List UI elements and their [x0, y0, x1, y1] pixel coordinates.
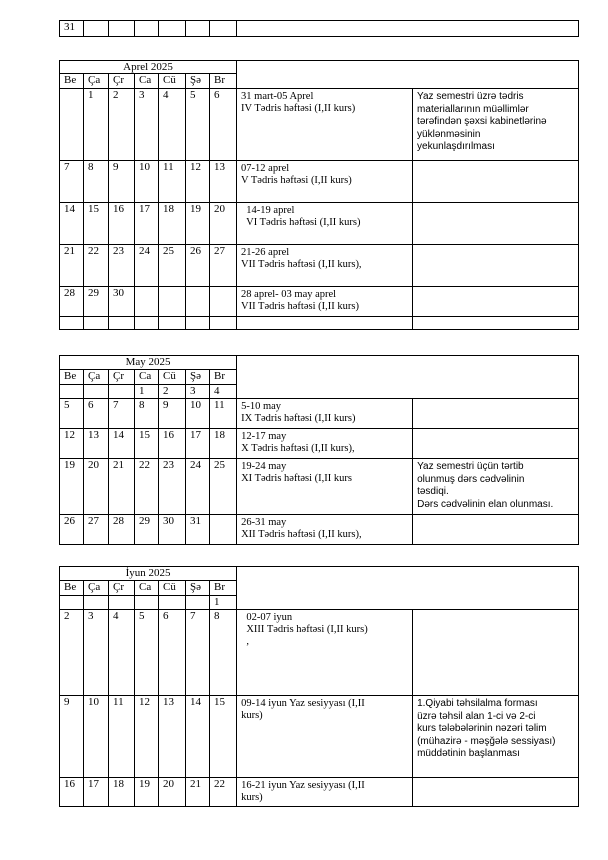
event-cell: 14-19 aprel VI Tədris həftəsi (I,II kurs)	[237, 203, 413, 245]
event-cell: 28 aprel- 03 may aprel VII Tədris həftəsi (I,II kurs)	[237, 287, 413, 317]
weekday-header: Be Ça Çr Ca Cü Şə Br	[60, 370, 579, 385]
week-row: 1 2 3 4 5 6 31 mart-05 Aprel IV Tədris həftəsi (I,II kurs) Yaz semestri üzrə tədris materiallarının müəllimlər tərəfindən şəxsi kabinetlərinə yüklənməsinin yekunlaşdırılması	[60, 89, 579, 161]
month-title: May 2025	[60, 356, 237, 370]
week-row: 5 6 7 8 9 10 11 5-10 may IX Tədris həftəsi (I,II kurs)	[60, 399, 579, 429]
week-row: 9 10 11 12 13 14 15 09-14 iyun Yaz sesiyyası (I,II kurs) 1.Qiyabi təhsilalma forması üzrə təhsil alan 1-ci və 2-ci kurs tələbələrinin nəzəri təlim (mühazirə - məşğələ sessiyası) müddətinin başlanması	[60, 696, 579, 778]
event-cell: 16-21 iyun Yaz sesiyyası (I,II kurs)	[237, 778, 413, 807]
week-row: 21 22 23 24 25 26 27 21-26 aprel VII Tədris həftəsi (I,II kurs),	[60, 245, 579, 287]
week-row: 28 29 30 28 aprel- 03 may aprel VII Tədris həftəsi (I,II kurs)	[60, 287, 579, 317]
week-row: 26 27 28 29 30 31 26-31 may XII Tədris həftəsi (I,II kurs),	[60, 515, 579, 545]
day-cell: 31	[60, 21, 84, 37]
week-row: 14 15 16 17 18 19 20 14-19 aprel VI Tədris həftəsi (I,II kurs)	[60, 203, 579, 245]
event-cell: 5-10 may IX Tədris həftəsi (I,II kurs)	[237, 399, 413, 429]
june-calendar	[59, 566, 579, 807]
month-title: Aprel 2025	[60, 61, 237, 74]
week-row: 19 20 21 22 23 24 25 19-24 may XI Tədris həftəsi (I,II kurs Yaz semestri üçün tərtib olunmuş dərs cədvəlinin təsdiqi. Dərs cədvəlinin elan olunması.	[60, 459, 579, 515]
event-cell: 19-24 may XI Tədris həftəsi (I,II kurs	[237, 459, 413, 515]
week-row: 1 2 3 4	[60, 385, 579, 399]
week-row: 2 3 4 5 6 7 8 02-07 iyun XIII Tədris həftəsi (I,II kurs) ,	[60, 610, 579, 696]
week-row: 16 17 18 19 20 21 22 16-21 iyun Yaz sesiyyası (I,II kurs)	[60, 778, 579, 807]
note-cell: Yaz semestri üzrə tədris materiallarının müəllimlər tərəfindən şəxsi kabinetlərinə yüklənməsinin yekunlaşdırılması	[413, 89, 579, 161]
event-cell: 21-26 aprel VII Tədris həftəsi (I,II kurs),	[237, 245, 413, 287]
event-cell: 26-31 may XII Tədris həftəsi (I,II kurs),	[237, 515, 413, 545]
march-tail-table	[59, 20, 579, 37]
week-row: 7 8 9 10 11 12 13 07-12 aprel V Tədris həftəsi (I,II kurs)	[60, 161, 579, 203]
note-cell: 1.Qiyabi təhsilalma forması üzrə təhsil alan 1-ci və 2-ci kurs tələbələrinin nəzəri təlim (mühazirə - məşğələ sessiyası) müddətinin başlanması	[413, 696, 579, 778]
week-row: 1	[60, 596, 579, 610]
event-cell: 31 mart-05 Aprel IV Tədris həftəsi (I,II kurs)	[237, 89, 413, 161]
note-cell: Yaz semestri üçün tərtib olunmuş dərs cədvəlinin təsdiqi. Dərs cədvəlinin elan olunması.	[413, 459, 579, 515]
weekday-header: Be Ça Çr Ca Cü Şə Br	[60, 74, 579, 89]
event-cell: 02-07 iyun XIII Tədris həftəsi (I,II kurs) ,	[237, 610, 413, 696]
weekday-header: Be Ça Çr Ca Cü Şə Br	[60, 581, 579, 596]
event-cell: 07-12 aprel V Tədris həftəsi (I,II kurs)	[237, 161, 413, 203]
april-calendar	[59, 60, 579, 330]
may-calendar	[59, 355, 579, 545]
week-row: 12 13 14 15 16 17 18 12-17 may X Tədris həftəsi (I,II kurs),	[60, 429, 579, 459]
month-title: İyun 2025	[60, 567, 237, 581]
event-cell: 09-14 iyun Yaz sesiyyası (I,II kurs)	[237, 696, 413, 778]
event-cell: 12-17 may X Tədris həftəsi (I,II kurs),	[237, 429, 413, 459]
